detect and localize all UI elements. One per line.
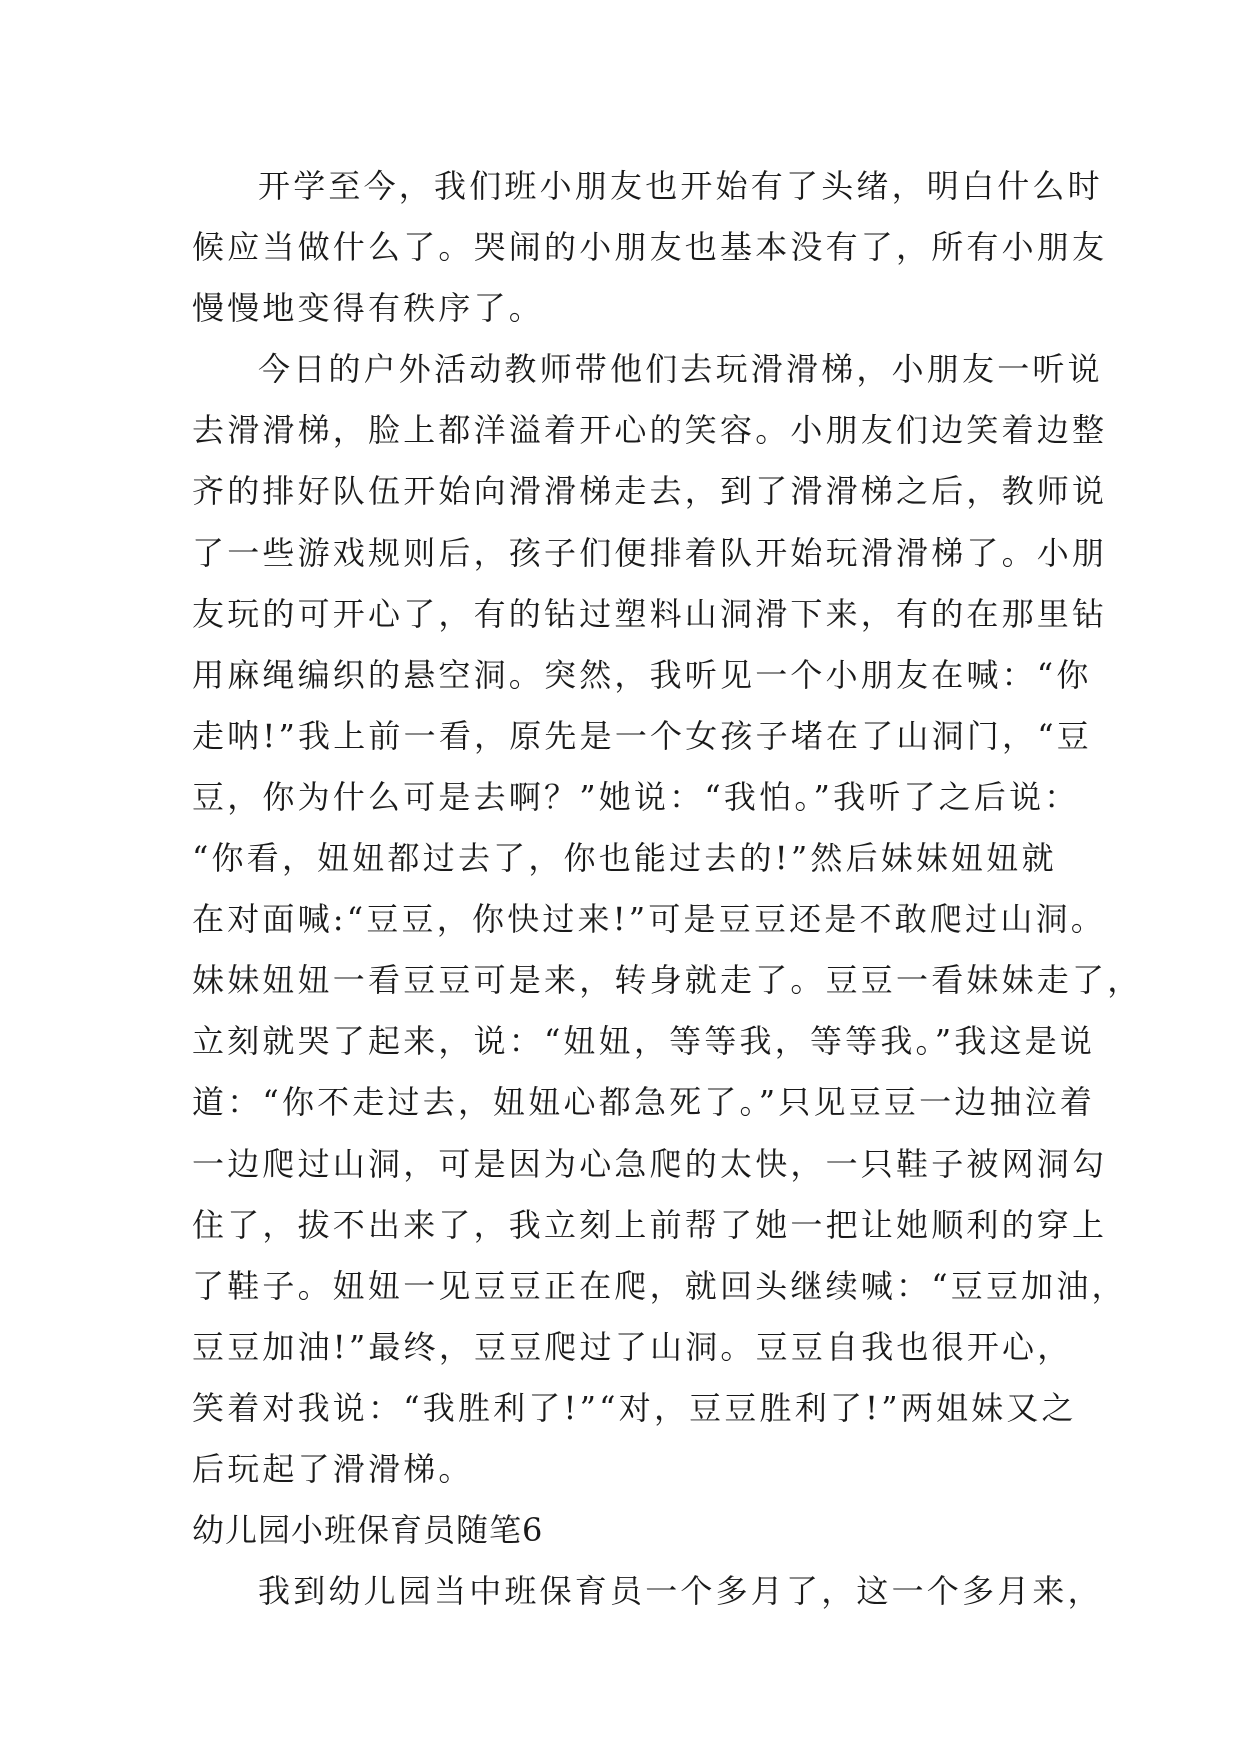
paragraph-line: 立刻就哭了起来，说：“妞妞，等等我，等等我。”我这是说: [192, 1022, 1096, 1061]
paragraph-line: 我到幼儿园当中班保育员一个多月了，这一个多月来，: [258, 1572, 1103, 1611]
paragraph-line: 走呐!”我上前一看，原先是一个女孩子堵在了山洞门，“豆: [192, 716, 1092, 755]
paragraph-line: 慢慢地变得有秩序了。: [192, 289, 545, 328]
paragraph-line: 笑着对我说：“我胜利了!”“对，豆豆胜利了!”两姐妹又之: [192, 1388, 1077, 1427]
paragraph-line: 候应当做什么了。哭闹的小朋友也基本没有了，所有小朋友: [192, 228, 1108, 267]
paragraph-line: 今日的户外活动教师带他们去玩滑滑梯，小朋友一听说: [258, 350, 1103, 389]
paragraph-line: 去滑滑梯，脸上都洋溢着开心的笑容。小朋友们边笑着边整: [192, 411, 1108, 450]
paragraph-line: 齐的排好队伍开始向滑滑梯走去，到了滑滑梯之后，教师说: [192, 472, 1108, 511]
paragraph-line: 一边爬过山洞，可是因为心急爬的太快，一只鞋子被网洞勾: [192, 1144, 1108, 1183]
paragraph-line: 道：“你不走过去，妞妞心都急死了。”只见豆豆一边抽泣着: [192, 1083, 1096, 1122]
section-heading: 幼儿园小班保育员随笔6: [192, 1511, 544, 1550]
paragraph-line: 用麻绳编织的悬空洞。突然，我听见一个小朋友在喊：“你: [192, 655, 1092, 694]
paragraph-line: 了一些游戏规则后，孩子们便排着队开始玩滑滑梯了。小朋: [192, 533, 1108, 572]
paragraph-line: 豆豆加油!”最终，豆豆爬过了山洞。豆豆自我也很开心，: [192, 1327, 1073, 1366]
paragraph-line: 友玩的可开心了，有的钻过塑料山洞滑下来，有的在那里钻: [192, 594, 1108, 633]
paragraph-line: 豆，你为什么可是去啊？”她说：“我怕。”我听了之后说：: [192, 777, 1080, 816]
paragraph-line: 开学至今，我们班小朋友也开始有了头绪，明白什么时: [258, 167, 1103, 205]
paragraph-line: “你看，妞妞都过去了，你也能过去的!”然后妹妹妞妞就: [192, 839, 1057, 878]
paragraph-line: 住了，拔不出来了，我立刻上前帮了她一把让她顺利的穿上: [192, 1205, 1108, 1244]
paragraph-line: 妹妹妞妞一看豆豆可是来，转身就走了。豆豆一看妹妹走了，: [192, 961, 1143, 1000]
paragraph-line: 在对面喊:“豆豆，你快过来!”可是豆豆还是不敢爬过山洞。: [192, 900, 1106, 939]
paragraph-line: 后玩起了滑滑梯。: [192, 1449, 474, 1488]
paragraph-line: 了鞋子。妞妞一见豆豆正在爬，就回头继续喊：“豆豆加油，: [192, 1266, 1127, 1305]
document-page: [192, 156, 1143, 1622]
